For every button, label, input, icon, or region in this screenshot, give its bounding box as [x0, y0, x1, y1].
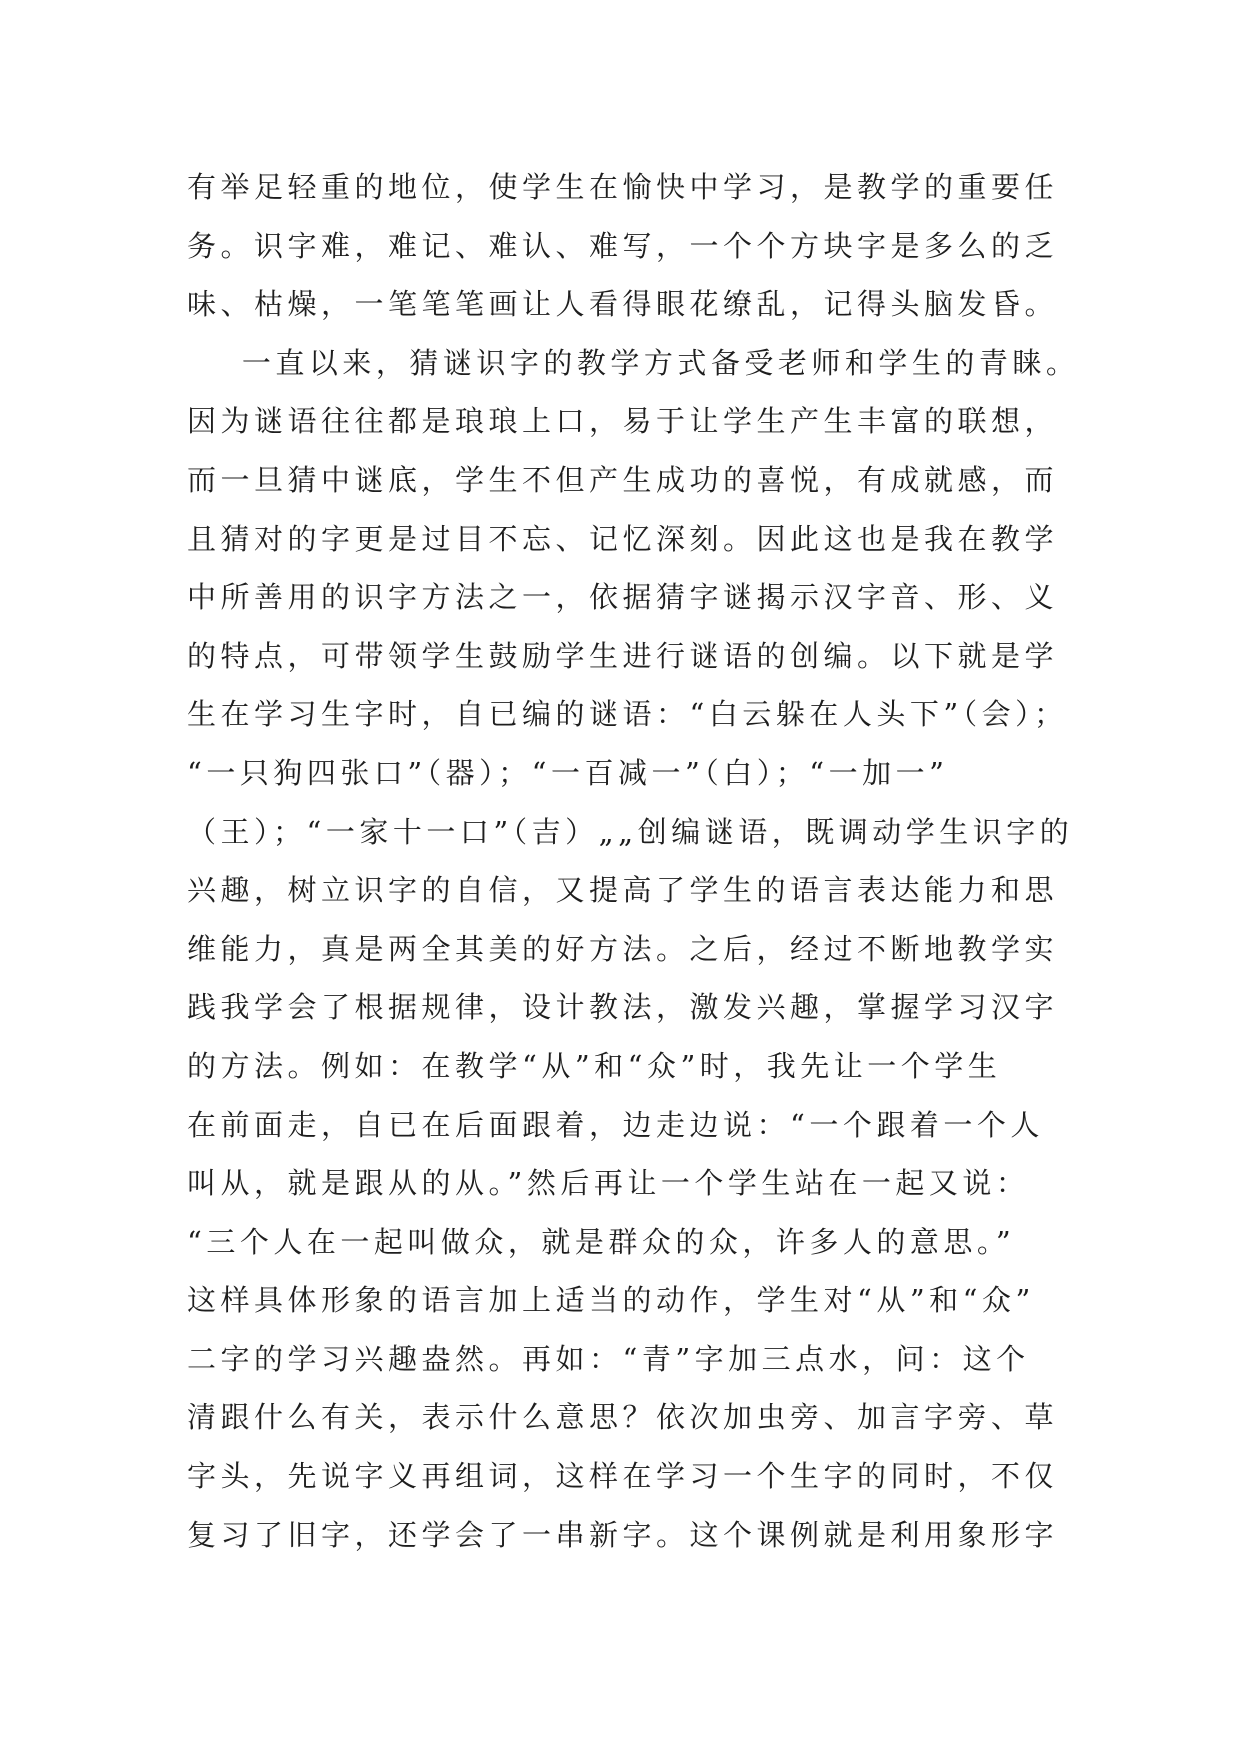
- text-line: 中所善用的识字方法之一，依据猜字谜揭示汉字音、形、义: [187, 580, 1059, 615]
- text-line: 的特点，可带领学生鼓励学生进行谜语的创编。以下就是学: [187, 638, 1059, 673]
- text-line: 生在学习生字时，自已编的谜语：“白云躲在人头下”（会）；: [187, 697, 1068, 732]
- text-line: （王）；“一家十一口”（吉）„„创编谜语，既调动学生识字的: [187, 814, 1074, 849]
- body-text: [187, 158, 1087, 1564]
- text-line: 兴趣，树立识字的自信，又提高了学生的语言表达能力和思: [187, 873, 1059, 908]
- text-line: 这样具体形象的语言加上适当的动作，学生对“从”和“众”: [187, 1283, 1035, 1318]
- text-line: 在前面走，自已在后面跟着，边走边说：“一个跟着一个人: [187, 1107, 1044, 1142]
- text-line: 因为谜语往往都是琅琅上口，易于让学生产生丰富的联想，: [187, 404, 1059, 439]
- text-line: 复习了旧字，还学会了一串新字。这个课例就是利用象形字: [187, 1517, 1059, 1552]
- text-line: 践我学会了根据规律，设计教法，激发兴趣，掌握学习汉字: [187, 990, 1059, 1025]
- text-line: 一直以来，猜谜识字的教学方式备受老师和学生的青睐。: [187, 345, 1080, 380]
- text-line: 味、枯燥，一笔笔笔画让人看得眼花缭乱，记得头脑发昏。: [187, 287, 1059, 322]
- text-line: 维能力，真是两全其美的好方法。之后，经过不断地教学实: [187, 931, 1059, 966]
- text-line: 二字的学习兴趣盎然。再如：“青”字加三点水，问：这个: [187, 1341, 1030, 1376]
- text-line: 字头，先说字义再组词，这样在学习一个生字的同时，不仅: [187, 1459, 1059, 1494]
- text-line: “三个人在一起叫做众，就是群众的众，许多人的意思。”: [187, 1224, 1016, 1259]
- text-line: 清跟什么有关，表示什么意思？依次加虫旁、加言字旁、草: [187, 1400, 1059, 1435]
- text-line: 叫从，就是跟从的从。”然后再让一个学生站在一起又说：: [187, 1166, 1030, 1201]
- text-line: 有举足轻重的地位，使学生在愉快中学习，是教学的重要任: [187, 170, 1059, 204]
- text-line: 而一旦猜中谜底，学生不但产生成功的喜悦，有成就感，而: [187, 462, 1059, 497]
- text-line: 且猜对的字更是过目不忘、记忆深刻。因此这也是我在教学: [187, 521, 1059, 556]
- text-line: “一只狗四张口”（器）；“一百减一”（白）；“一加一”: [187, 755, 949, 790]
- text-line: 务。识字难，难记、难认、难写，一个个方块字是多么的乏: [187, 228, 1059, 263]
- text-line: 的方法。例如：在教学“从”和“众”时，我先让一个学生: [187, 1048, 1002, 1083]
